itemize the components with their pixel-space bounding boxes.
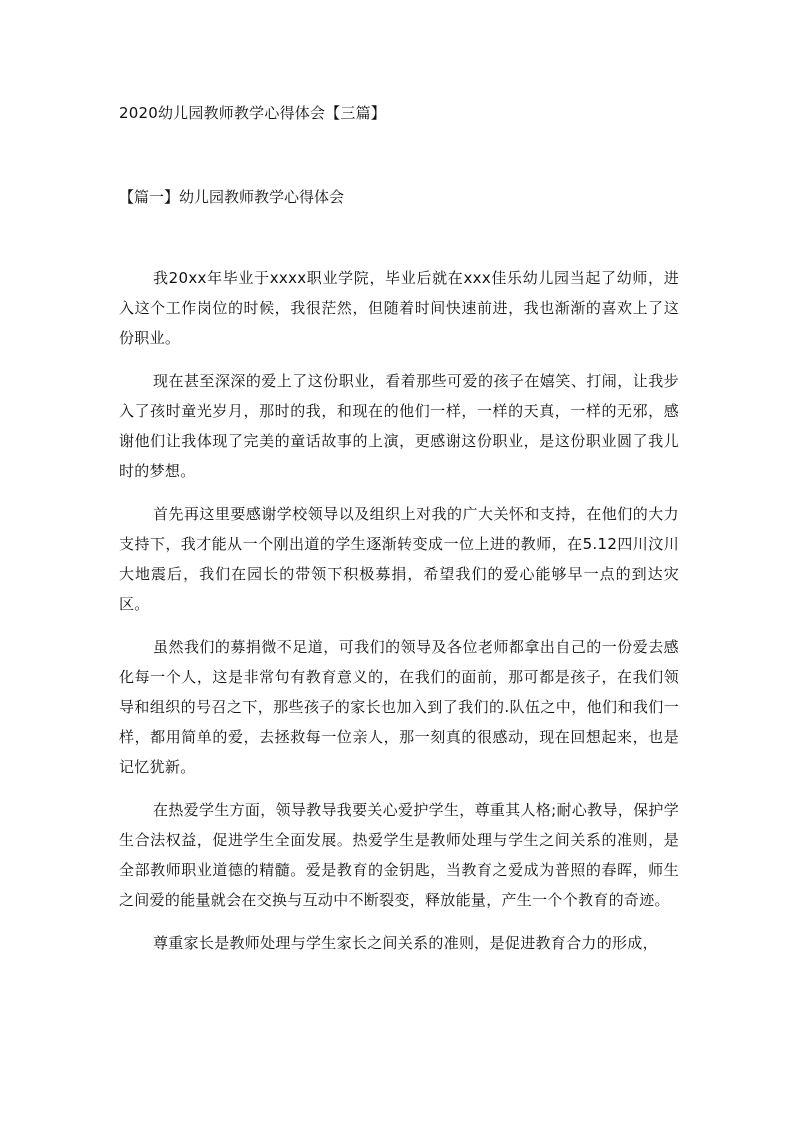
paragraph: 虽然我们的募捐微不足道，可我们的领导及各位老师都拿出自己的一份爱去感化每一个人，这是非常句有教育意义的，在我们的面前，那可都是孩子，在我们领导和组织的号召之下，那些孩子的家长也加入到了我们的.队伍之中，他们和我们一样，都用简单的爱，去拯救每一位亲人，那一刻真的很感动，现在回想起来，也是记忆犹新。 <box>119 638 679 776</box>
section-heading: 【篇一】幼儿园教师教学心得体会 <box>119 188 345 206</box>
paragraph: 现在甚至深深的爱上了这份职业，看着那些可爱的孩子在嬉笑、打闹，让我步入了孩时童光岁月，那时的我，和现在的他们一样，一样的天真，一样的无邪，感谢他们让我体现了完美的童话故事的上演，更感谢这份职业，是这份职业圆了我儿时的梦想。 <box>119 372 679 480</box>
document-title: 2020幼儿园教师教学心得体会【三篇】 <box>119 104 386 122</box>
paragraph: 在热爱学生方面，领导教导我要关心爱护学生，尊重其人格;耐心教导，保护学生合法权益，促进学生全面发展。热爱学生是教师处理与学生之间关系的准则，是全部教师职业道德的精髓。爱是教育的金钥匙，当教育之爱成为普照的春晖，师生之间爱的能量就会在交换与互动中不断裂变，释放能量，产生一个个教育的奇迹。 <box>119 801 679 909</box>
paragraph: 首先再这里要感谢学校领导以及组织上对我的广大关怀和支持，在他们的大力支持下，我才能从一个刚出道的学生逐渐转变成一位上进的教师，在5.12四川汶川大地震后，我们在园长的带领下积极募捐，希望我们的爱心能够早一点的到达灾区。 <box>119 505 679 613</box>
paragraph: 尊重家长是教师处理与学生家长之间关系的准则，是促进教育合力的形成， <box>153 934 658 952</box>
paragraph: 我20xx年毕业于xxxx职业学院，毕业后就在xxx佳乐幼儿园当起了幼师，进入这个工作岗位的时候，我很茫然，但随着时间快速前进，我也渐渐的喜欢上了这份职业。 <box>119 269 679 347</box>
body-text <box>119 263 679 971</box>
